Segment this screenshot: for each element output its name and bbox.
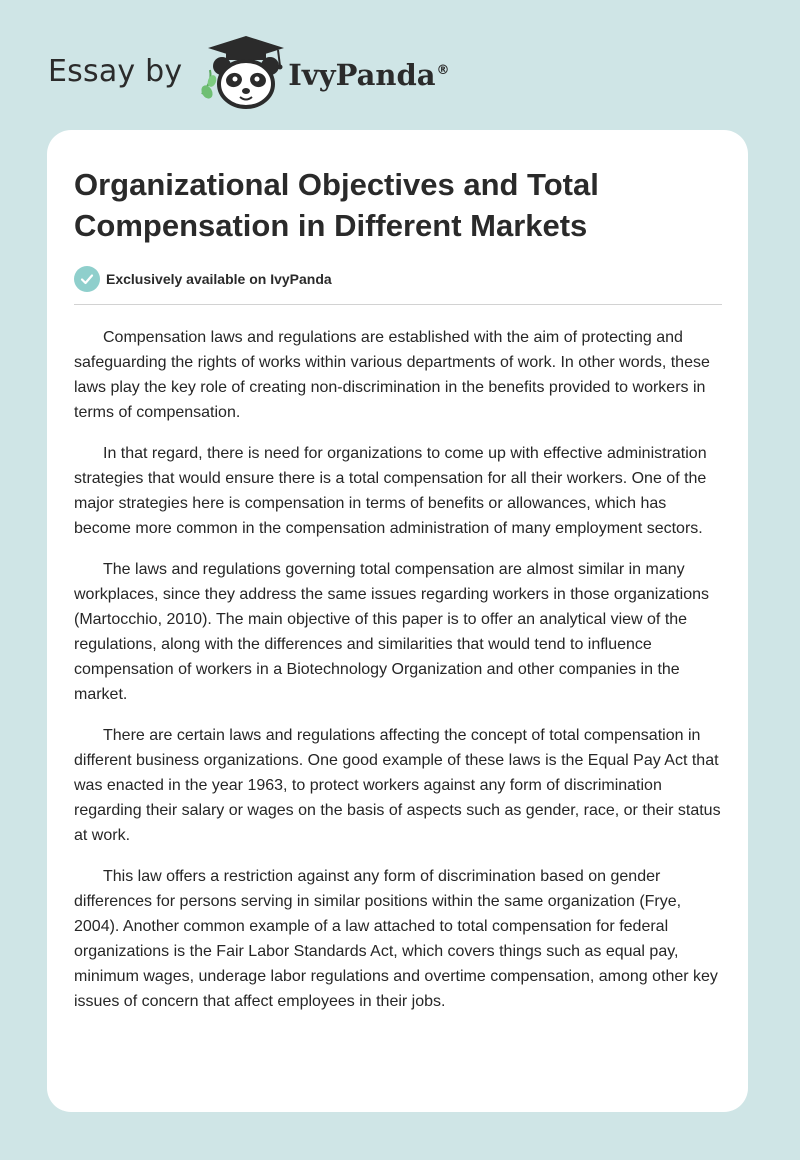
essay-card [47,130,748,1112]
paragraph: Compensation laws and regulations are established with the aim of protecting and safeguarding the rights of works within various departments of work. In other words, these laws play the key role of creating non-discrimination in the benefits provided to workers in terms of compensation. [74,329,710,421]
registered-mark: ® [436,63,450,79]
panda-graduate-icon [198,34,286,110]
paragraph: The laws and regulations governing total compensation are almost similar in many workplaces, since they address the same issues regarding workers in those organizations (Martocchio, 2010). The main objective of this paper is to offer an analytical view of the regulations, along with the differences and similarities that would tend to influence compensation of workers in a Biotechnology Organization and other companies in the market. [74,561,709,703]
exclusive-badge-label: Exclusively available on IvyPanda [106,271,332,287]
exclusive-badge [74,266,721,292]
brand-name [288,58,449,92]
site-header-brand[interactable] [48,34,450,110]
paragraph: This law offers a restriction against any form of discrimination based on gender differences for persons serving in similar positions within the same organization (Frye, 2004). Another common example of a law attached to total compensation for federal organizations is the Fair Labor Standards Act, which covers things such as equal pay, minimum wages, underage labor regulations and overtime compensation, among other key issues of concern that affect employees in their jobs. [74,868,718,1010]
page-title: Organizational Objectives and Total Compensation in Different Markets [74,167,599,243]
essay-body [74,325,722,1014]
paragraph: In that regard, there is need for organizations to come up with effective administration strategies that would ensure there is a total compensation for all their workers. One of the major strategies here is compensation in terms of benefits or allowances, which has become more common in the compensation administration of many employment sectors. [74,445,707,537]
essay-by-label: Essay by [48,53,183,89]
check-circle-icon [74,266,100,292]
paragraph: There are certain laws and regulations affecting the concept of total compensation in different business organizations. One good example of these laws is the Equal Pay Act that was enacted in the year 1963, to protect workers against any form of discrimination regarding their salary or wages on the basis of aspects such as gender, race, or their status at work. [74,727,721,844]
brand-name-text: IvyPanda [288,58,436,92]
divider [74,304,722,305]
